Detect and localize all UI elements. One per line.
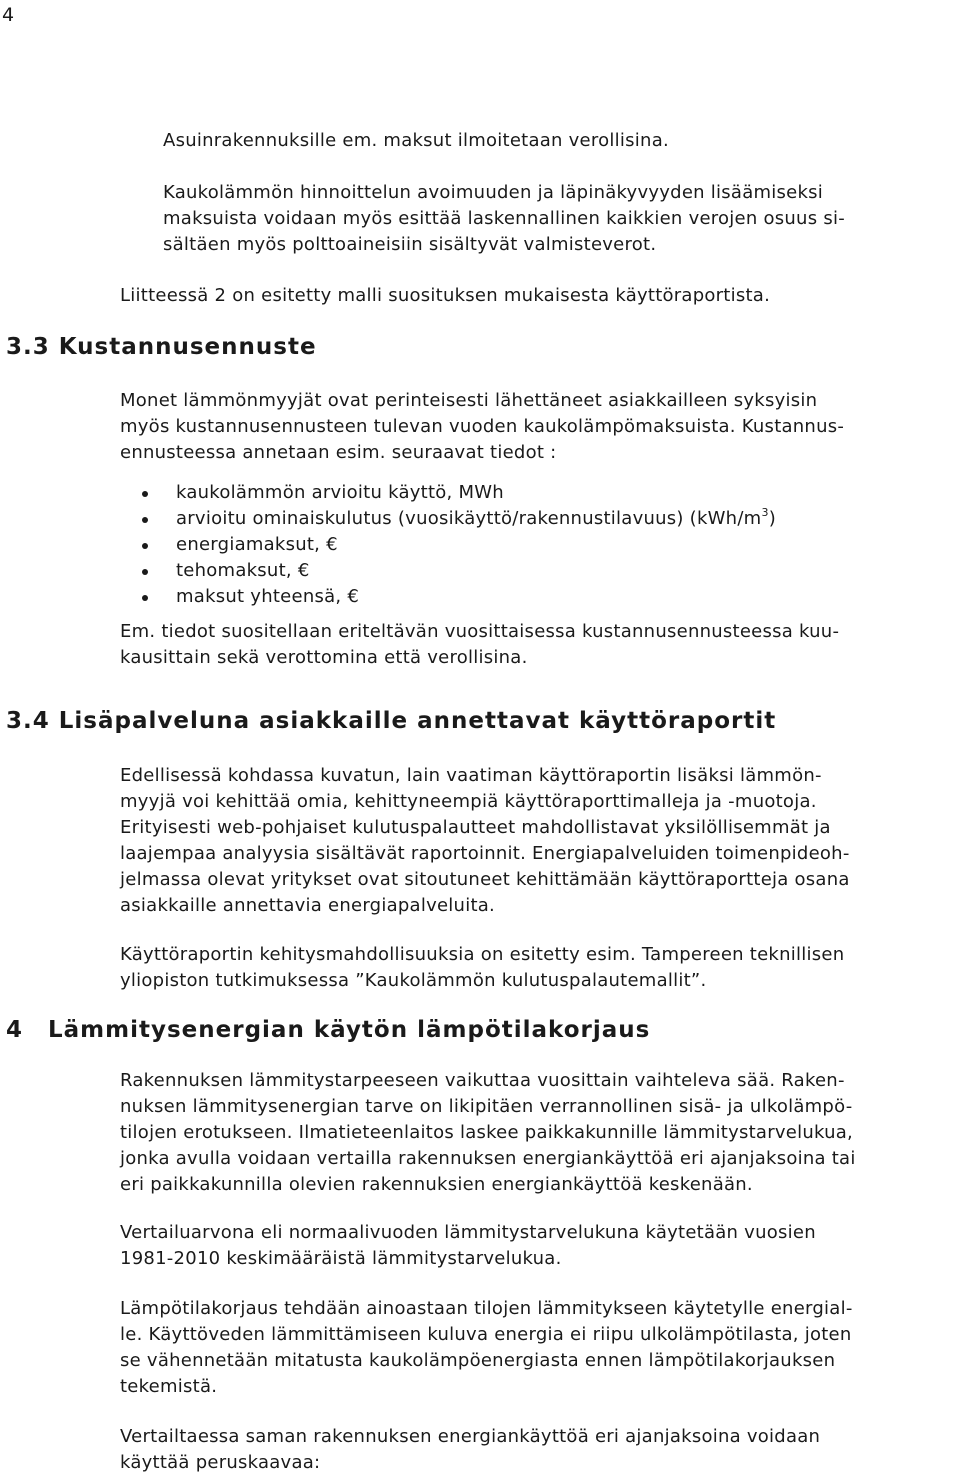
- bullet-icon: [142, 517, 148, 523]
- list-item: tehomaksut, €: [120, 558, 776, 584]
- section-4-paragraph-4: Vertailtaessa saman rakennuksen energiankäyttöä eri ajanjaksoina voidaan käyttää peruskaavaa:: [120, 1426, 821, 1473]
- section-4-heading: [6, 1017, 650, 1043]
- section-4-paragraph-2: Vertailuarvona eli normaalivuoden lämmitystarvelukuna käytetään vuosien 1981-2010 keskimääräistä lämmitystarvelukua.: [120, 1222, 816, 1269]
- section-4-title: Lämmitysenergian käytön lämpötilakorjaus: [48, 1017, 651, 1043]
- superscript: 3: [761, 506, 769, 519]
- cost-forecast-list: [120, 480, 776, 610]
- section-3-4-paragraph-2: Käyttöraportin kehitysmahdollisuuksia on esitetty esim. Tampereen teknillisen yliopiston tutkimuksessa ”Kaukolämmön kulutuspalautemallit”.: [120, 944, 845, 991]
- list-item: kaukolämmön arvioitu käyttö, MWh: [120, 480, 776, 506]
- page-number: 4: [2, 4, 15, 26]
- bullet-icon: [142, 595, 148, 601]
- section-3-3-paragraph-1: Monet lämmönmyyjät ovat perinteisesti lähettäneet asiakkailleen syksyisin myös kustannusennusteen tulevan vuoden kaukolämpömaksuista. Kustannus- ennusteessa annetaan esim. seuraavat tiedot :: [120, 390, 845, 463]
- list-item: maksut yhteensä, €: [120, 584, 776, 610]
- section-3-4-paragraph-1: Edellisessä kohdassa kuvatun, lain vaatiman käyttöraportin lisäksi lämmön- myyjä voi kehittää omia, kehittyneempiä käyttöraporttimalleja ja -muotoja. Erityisesti web-pohjaiset kulutuspalautteet mahdollistavat yksilöllisemmät ja laajempaa analyysia sisältävät raportoinnit. Energiapalveluiden toimenpideoh- jelmassa olevat yritykset ovat sitoutuneet kehittämään käyttöraportteja osana asiakkaille annettavia energiapalveluita.: [120, 765, 850, 916]
- section-4-number: 4: [6, 1017, 24, 1043]
- section-3-4-heading: 3.4 Lisäpalveluna asiakkaille annettavat käyttöraportit: [6, 708, 777, 734]
- intro-paragraph-3: Liitteessä 2 on esitetty malli suosituksen mukaisesta käyttöraportista.: [120, 285, 771, 306]
- section-3-3-paragraph-2: Em. tiedot suositellaan eriteltävän vuosittaisessa kustannusennusteessa kuu- kausittain sekä verottomina että verollisina.: [120, 621, 840, 668]
- section-4-paragraph-3: Lämpötilakorjaus tehdään ainoastaan tilojen lämmitykseen käytetylle energial- le. Käyttöveden lämmittämiseen kuluva energia ei riipu ulkolämpötilasta, joten se vähennetään mitatusta kaukolämpöenergiasta ennen lämpötilakorjauksen tekemistä.: [120, 1298, 853, 1397]
- section-4-paragraph-1: Rakennuksen lämmitystarpeeseen vaikuttaa vuosittain vaihteleva sää. Raken- nuksen lämmitysenergian tarve on likipitäen verrannollinen sisä- ja ulkolämpö- tilojen erotukseen. Ilmatieteenlaitos laskee paikkakunnille lämmitystarvelukua, jonka avulla voidaan vertailla rakennuksen energiankäyttöä eri ajanjaksoina tai eri paikkakunnilla olevien rakennuksien energiankäyttöä keskenään.: [120, 1070, 856, 1195]
- section-3-3-heading: 3.3 Kustannusennuste: [6, 334, 317, 360]
- intro-paragraph-2: Kaukolämmön hinnoittelun avoimuuden ja läpinäkyvyyden lisäämiseksi maksuista voidaan myös esittää laskennallinen kaikkien verojen osuus si- sältäen myös polttoaineisiin sisältyvät valmisteverot.: [163, 182, 845, 255]
- bullet-icon: [142, 569, 148, 575]
- bullet-icon: [142, 491, 148, 497]
- bullet-icon: [142, 543, 148, 549]
- list-item: energiamaksut, €: [120, 532, 776, 558]
- list-item: arvioitu ominaiskulutus (vuosikäyttö/rakennustilavuus) $(kWh/m^3)$: [120, 506, 776, 532]
- intro-paragraph-1: Asuinrakennuksille em. maksut ilmoitetaan verollisina.: [163, 130, 669, 151]
